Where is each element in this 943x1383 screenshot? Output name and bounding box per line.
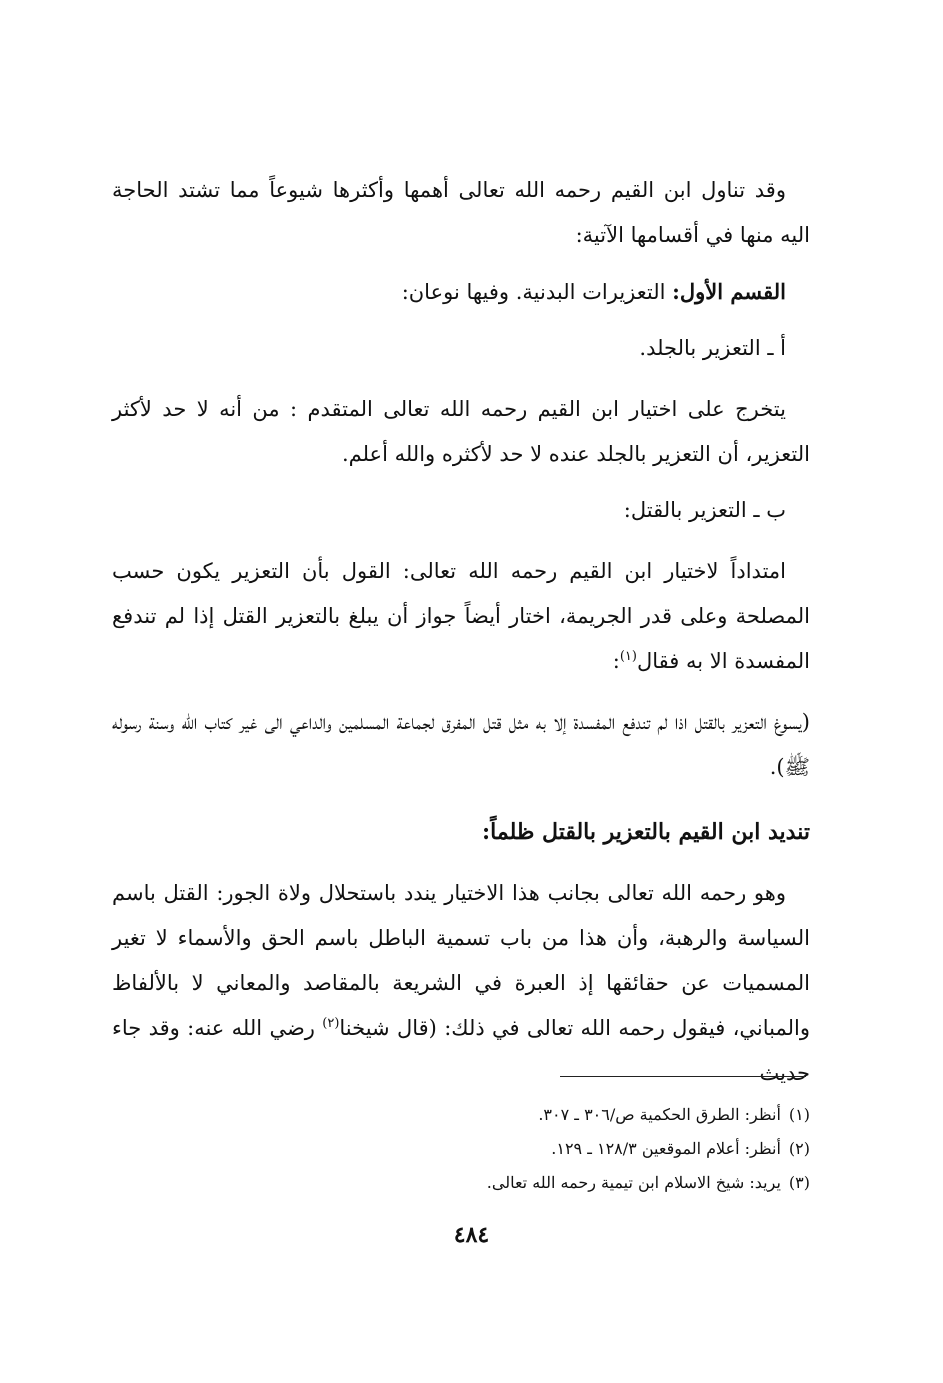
section-one bbox=[112, 269, 810, 315]
footnote-number: (١) bbox=[788, 1105, 810, 1124]
footnote-text: أنظر: الطرق الحكمية ص/٣٠٦ ـ ٣٠٧. bbox=[538, 1105, 781, 1124]
page-number: ٤٨٤ bbox=[453, 1222, 490, 1248]
footnote-text: أنظر: أعلام الموقعين ١٢٨/٣ ـ ١٢٩. bbox=[551, 1139, 781, 1158]
item-a-heading: أ ـ التعزير بالجلد. bbox=[639, 336, 786, 360]
section-heading: تنديد ابن القيم بالتعزير بالقتل ظلماً: bbox=[482, 819, 810, 845]
item-b-text: امتداداً لاختيار ابن القيم رحمه الله تعالى: القول بأن التعزير يكون حسب المصلحة وعلى قدر الجريمة، اختار أيضاً جواز أن يبلغ بالتعزير القتل إذا لم تندفع المفسدة الا به فقال bbox=[112, 559, 810, 673]
footnotes bbox=[112, 1098, 810, 1200]
footnote-1 bbox=[112, 1098, 810, 1132]
quote-paragraph: (يسوغ التعزير بالقتل اذا لم تندفع المفسدة إلا به مثل قتل المفرق لجماعة المسلمين والداعي الى غير كتاب الله وسنة رسوله ﷺ). bbox=[112, 710, 810, 779]
footnote-number: (٢) bbox=[788, 1139, 810, 1158]
item-a-paragraph: يتخرج على اختيار ابن القيم رحمه الله تعالى المتقدم : من أنه لا حد لأكثر التعزير، أن التعزير بالجلد عنده لا حد لأكثره والله أعلم. bbox=[112, 397, 810, 466]
footnote-ref-2: (٢) bbox=[322, 1016, 340, 1031]
intro-paragraph: وقد تناول ابن القيم رحمه الله تعالى أهمها وأكثرها شيوعاً مما تشتد الحاجة اليه منها في أقسامها الآتية: bbox=[112, 178, 810, 247]
footnote-text: يريد: شيخ الاسلام ابن تيمية رحمه الله تعالى. bbox=[486, 1173, 781, 1192]
closing-text: وهو رحمه الله تعالى بجانب هذا الاختيار يندد باستحلال ولاة الجور: القتل باسم السياسة والرهبة، وأن هذا من باب تسمية الباطل باسم الحق والأسماء لا تغير المسميات عن حقائقها إذ العبرة في الشريعة بالمقاصد والمعاني لا بالألفاظ والمباني، فيقول رحمه الله تعالى في ذلك: (قال شيخنا bbox=[112, 881, 810, 1040]
closing-text-end: رضي الله عنه: وقد جاء حديث bbox=[112, 1016, 810, 1085]
closing-paragraph bbox=[112, 871, 810, 1096]
item-b-heading: ب ـ التعزير بالقتل: bbox=[623, 498, 786, 522]
item-b-colon: : bbox=[612, 649, 620, 673]
main-text bbox=[112, 168, 810, 1096]
footnote-3 bbox=[112, 1166, 810, 1200]
footnote-ref-1: (١) bbox=[619, 649, 637, 664]
footnote-number: (٣) bbox=[788, 1173, 810, 1192]
item-b-paragraph bbox=[112, 549, 810, 684]
footnote-2 bbox=[112, 1132, 810, 1166]
section-one-text: التعزيرات البدنية. وفيها نوعان: bbox=[401, 280, 666, 304]
section-one-label: القسم الأول: bbox=[672, 279, 786, 304]
footnote-divider bbox=[560, 1076, 806, 1077]
